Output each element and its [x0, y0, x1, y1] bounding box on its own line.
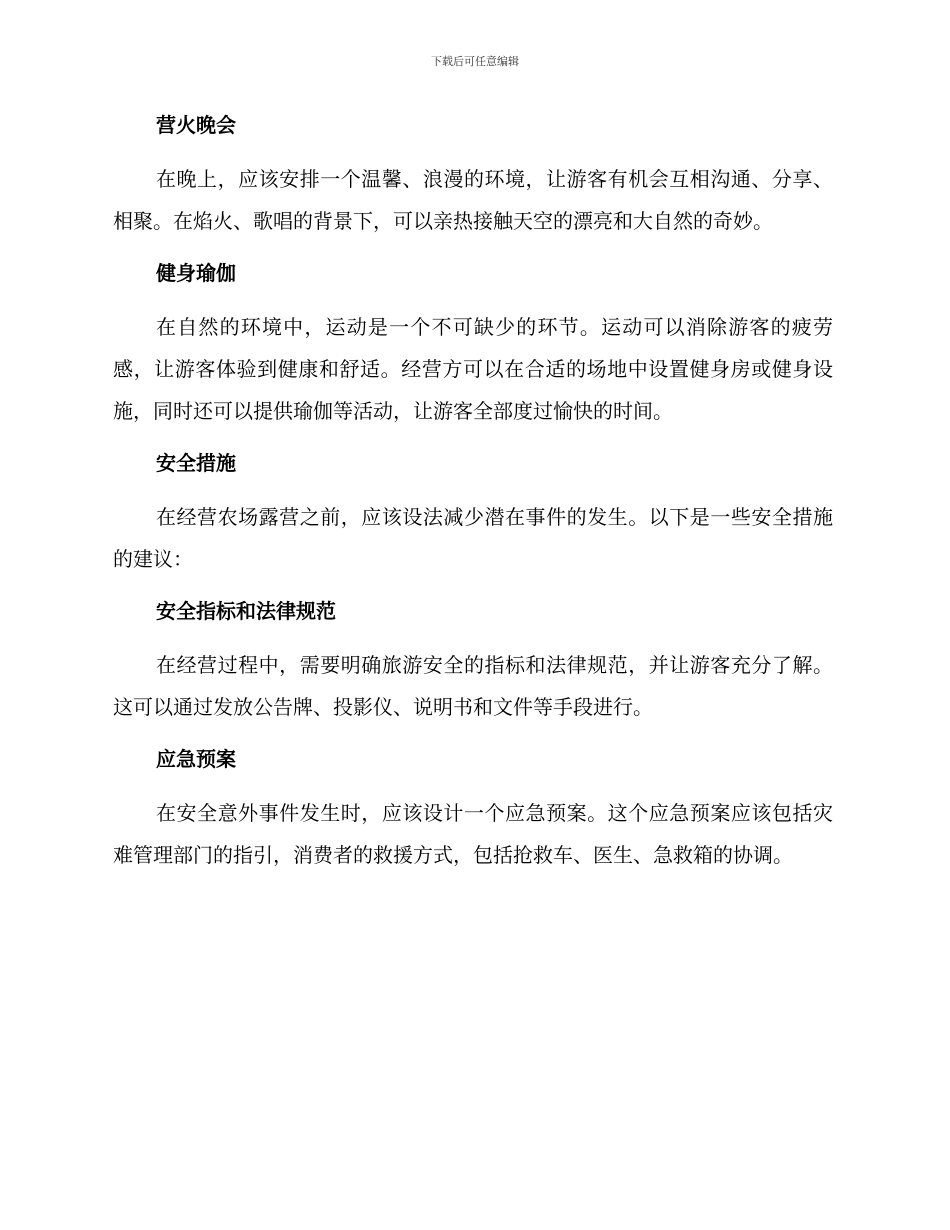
running-header: 下载后可任意编辑	[431, 55, 519, 68]
section-heading-safety-standards: 安全指标和法律规范	[156, 599, 336, 623]
section-paragraph-safety-measures: 在经营农场露营之前，应该设法减少潜在事件的发生。以下是一些安全措施的建议：	[113, 505, 833, 571]
section-heading-safety-measures: 安全措施	[156, 451, 236, 475]
document-body	[113, 108, 833, 876]
section-paragraph-safety-standards: 在经营过程中，需要明确旅游安全的指标和法律规范，并让游客充分了解。这可以通过发放公告牌、投影仪、说明书和文件等手段进行。	[113, 653, 833, 719]
section-heading-campfire: 营火晚会	[156, 113, 236, 137]
section-heading-emergency-plan: 应急预案	[156, 747, 236, 771]
section-heading-fitness-yoga: 健身瑜伽	[156, 261, 236, 285]
section-paragraph-emergency-plan: 在安全意外事件发生时，应该设计一个应急预案。这个应急预案应该包括灾难管理部门的指引，消费者的救援方式，包括抢救车、医生、急救箱的协调。	[113, 801, 833, 867]
section-paragraph-campfire: 在晚上，应该安排一个温馨、浪漫的环境，让游客有机会互相沟通、分享、相聚。在焰火、歌唱的背景下，可以亲热接触天空的漂亮和大自然的奇妙。	[113, 167, 833, 233]
section-paragraph-fitness-yoga: 在自然的环境中，运动是一个不可缺少的环节。运动可以消除游客的疲劳感，让游客体验到健康和舒适。经营方可以在合适的场地中设置健身房或健身设施，同时还可以提供瑜伽等活动，让游客全部度过愉快的时间。	[113, 315, 833, 423]
